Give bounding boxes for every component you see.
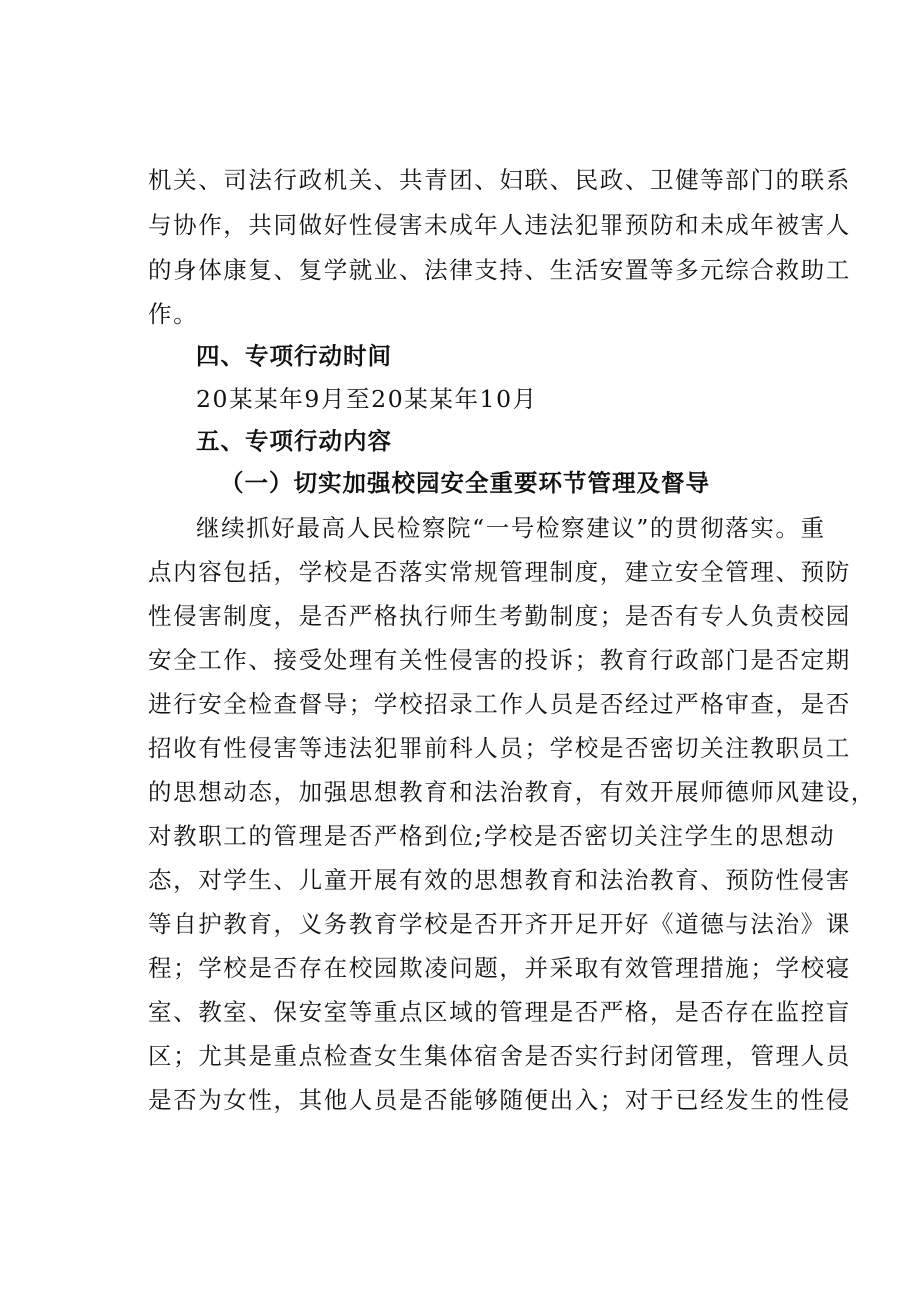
section-heading-content: 五、专项行动内容 bbox=[196, 427, 392, 455]
paragraph-line: 点内容包括，学校是否落实常规管理制度，建立安全管理、预防 bbox=[148, 558, 851, 586]
paragraph-line: 机关、司法行政机关、共青团、妇联、民政、卫健等部门的联系 bbox=[148, 166, 851, 194]
section-body-time: 20某某年9月至20某某年10月 bbox=[196, 385, 538, 413]
paragraph-line: 的思想动态，加强思想教育和法治教育，有效开展师德师风建设， bbox=[148, 778, 876, 806]
paragraph-line: 安全工作、接受处理有关性侵害的投诉；教育行政部门是否定期 bbox=[148, 646, 851, 674]
section-heading-time: 四、专项行动时间 bbox=[196, 342, 392, 370]
paragraph-line: 的身体康复、复学就业、法律支持、生活安置等多元综合救助工 bbox=[148, 256, 851, 284]
paragraph-line: 室、教室、保安室等重点区域的管理是否严格，是否存在监控盲 bbox=[148, 998, 851, 1026]
paragraph-line: 区；尤其是重点检查女生集体宿舍是否实行封闭管理，管理人员 bbox=[148, 1042, 851, 1070]
paragraph-line: 程；学校是否存在校园欺凌问题，并采取有效管理措施；学校寝 bbox=[148, 954, 851, 982]
paragraph-line: 作。 bbox=[148, 300, 199, 328]
paragraph-line: 等自护教育，义务教育学校是否开齐开足开好《道德与法治》课 bbox=[148, 910, 851, 938]
paragraph-line: 与协作，共同做好性侵害未成年人违法犯罪预防和未成年被害人 bbox=[148, 211, 851, 239]
paragraph-line: 继续抓好最高人民检察院“一号检察建议”的贯彻落实。重 bbox=[196, 514, 826, 542]
paragraph-line: 对教职工的管理是否严格到位;学校是否密切关注学生的思想动 bbox=[148, 822, 836, 850]
paragraph-line: 招收有性侵害等违法犯罪前科人员；学校是否密切关注教职员工 bbox=[148, 734, 851, 762]
paragraph-line: 性侵害制度，是否严格执行师生考勤制度；是否有专人负责校园 bbox=[148, 602, 851, 630]
paragraph-line: 是否为女性，其他人员是否能够随便出入；对于已经发生的性侵 bbox=[148, 1086, 851, 1114]
subsection-heading: （一）切实加强校园安全重要环节管理及督导 bbox=[220, 469, 710, 497]
paragraph-line: 态，对学生、儿童开展有效的思想教育和法治教育、预防性侵害 bbox=[148, 866, 851, 894]
paragraph-line: 进行安全检查督导；学校招录工作人员是否经过严格审查，是否 bbox=[148, 690, 851, 718]
